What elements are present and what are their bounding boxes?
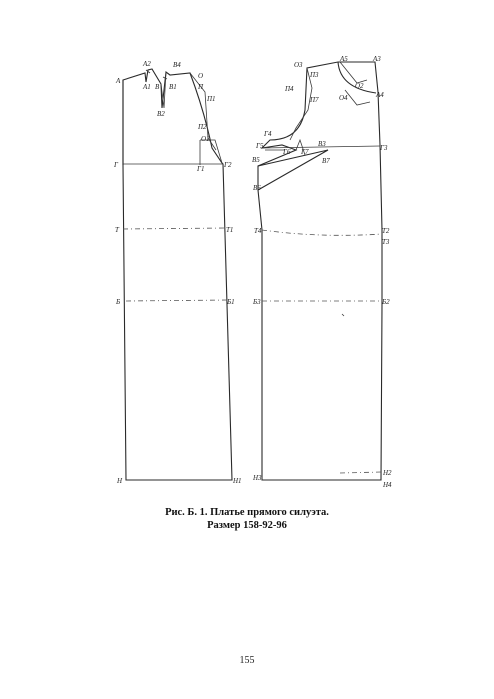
label-P3: П3 — [310, 71, 319, 79]
label-B6: В6 — [253, 184, 261, 192]
figure-caption: Рис. Б. 1. Платье прямого силуэта. — [165, 507, 329, 518]
label-P: П — [198, 83, 204, 91]
label-O1: О1 — [201, 135, 210, 143]
label-B: В — [155, 83, 160, 91]
label-B2: В2 — [157, 110, 165, 118]
label-N: Н — [117, 477, 123, 485]
label-N2: Н2 — [383, 469, 392, 477]
label-G3: Г3 — [380, 144, 388, 152]
label-B4: В4 — [173, 61, 181, 69]
label-P4: П4 — [285, 85, 294, 93]
label-A1: А1 — [143, 83, 151, 91]
front-hip-mark — [342, 314, 344, 316]
label-G: Г — [114, 161, 118, 169]
label-B1: В1 — [169, 83, 177, 91]
label-A5: А5 — [340, 55, 348, 63]
label-P1: П1 — [207, 95, 216, 103]
label-G5: Г5 — [256, 142, 264, 150]
label-A2: А2 — [143, 60, 151, 68]
label-BB3: Б3 — [253, 298, 261, 306]
label-BB2: Б2 — [382, 298, 390, 306]
label-G4: Г4 — [264, 130, 272, 138]
label-O: О — [198, 72, 204, 80]
label-O2: О2 — [355, 82, 364, 90]
label-T4: Т4 — [254, 227, 262, 235]
label-O4: О4 — [339, 94, 348, 102]
label-O3: О3 — [294, 61, 303, 69]
front-pattern-piece — [258, 62, 382, 480]
back-small-mark — [146, 70, 167, 79]
back-waist-line — [123, 228, 227, 229]
front-armhole-guide — [290, 68, 312, 140]
label-N1: Н1 — [233, 477, 242, 485]
label-A: А — [116, 77, 121, 85]
label-B3: В3 — [318, 140, 326, 148]
label-A3: А3 — [373, 55, 381, 63]
label-T2: Т2 — [382, 227, 390, 235]
front-bust-dart — [258, 150, 328, 190]
label-BB: Б — [116, 298, 121, 306]
back-pattern-piece — [123, 69, 232, 480]
label-T: Т — [115, 226, 119, 234]
front-waist-line — [262, 230, 382, 235]
label-N4: Н4 — [383, 481, 392, 489]
label-A4: А4 — [376, 91, 384, 99]
back-point-labels — [113, 60, 242, 485]
front-outline — [258, 62, 382, 480]
back-outline — [123, 69, 232, 480]
label-G2: Г2 — [224, 161, 232, 169]
back-hip-line — [126, 300, 229, 301]
front-hem-line — [340, 472, 382, 473]
label-T1: Т1 — [226, 226, 234, 234]
label-P7: П7 — [310, 96, 319, 104]
label-B7: В7 — [322, 157, 330, 165]
label-G6: Г6 — [283, 148, 291, 156]
label-N3: Н3 — [253, 474, 262, 482]
label-BB1: Б1 — [227, 298, 235, 306]
label-T3: Т3 — [382, 238, 390, 246]
page-number: 155 — [239, 655, 255, 666]
label-G7: Г7 — [301, 148, 309, 156]
figure-size-caption: Размер 158-92-96 — [207, 520, 287, 531]
label-B5: В5 — [252, 156, 260, 164]
label-G1: Г1 — [197, 165, 205, 173]
front-point-labels — [252, 55, 392, 489]
label-P2: П2 — [198, 123, 207, 131]
